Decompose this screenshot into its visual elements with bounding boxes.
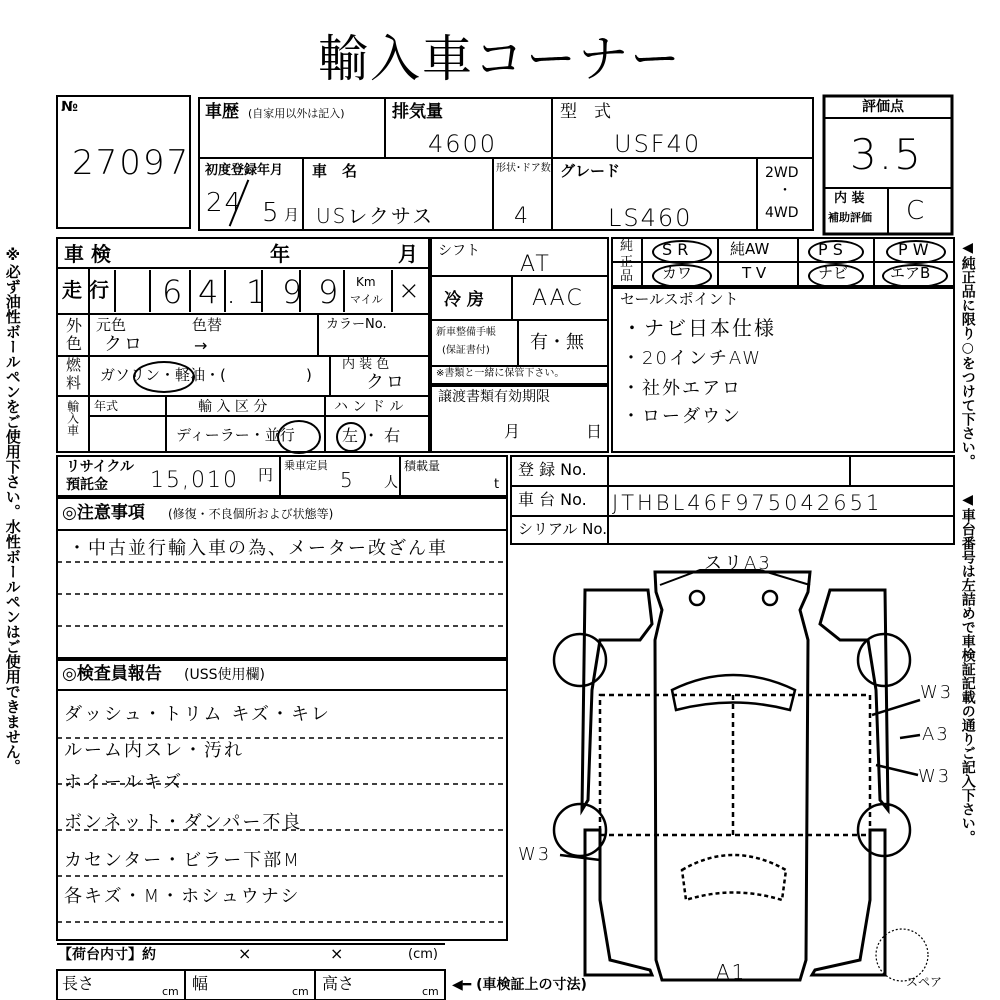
mileage-digit-5: 9 bbox=[282, 273, 305, 311]
history-label: 車歴 bbox=[205, 102, 239, 122]
diagram-mark-bottom: A1 bbox=[716, 960, 747, 984]
notes-sub: (修復・不良個所および状態等) bbox=[168, 507, 334, 521]
capacity-value: 5 bbox=[340, 468, 355, 492]
fuel-close: ) bbox=[306, 366, 312, 384]
first-registration-label: 初度登録年月 bbox=[205, 163, 284, 178]
registration-label: 登 録 No. bbox=[518, 460, 587, 479]
doors-value: 4 bbox=[514, 204, 530, 229]
shift-value: AT bbox=[520, 252, 551, 277]
genuine-leather: カワ bbox=[662, 264, 693, 282]
load-label: 積載量 bbox=[404, 459, 441, 473]
import-parallel-circle bbox=[277, 420, 321, 454]
mileage-mark: × bbox=[398, 276, 422, 306]
exterior-label1: 外 bbox=[66, 316, 83, 335]
report-label: ◎検査員報告 bbox=[62, 664, 162, 684]
genuine-pw: P W bbox=[898, 240, 929, 259]
report-line-4: ボンネット・ダンパー不良 bbox=[64, 812, 303, 833]
fuel-label2: 料 bbox=[66, 374, 82, 392]
mileage-label: 走 行 bbox=[62, 278, 109, 302]
length-cm: cm bbox=[162, 985, 179, 998]
sales-points-label: セールスポイント bbox=[620, 290, 739, 308]
import-division-value: ディーラー・並行 bbox=[176, 426, 295, 444]
import-year-label: 年式 bbox=[94, 399, 119, 413]
grade-label: グレード bbox=[560, 162, 621, 180]
width-label: 幅 bbox=[192, 974, 209, 993]
mileage-digit-3: . bbox=[226, 273, 239, 311]
drive-dot: ・ bbox=[778, 183, 792, 199]
interior-color-value: クロ bbox=[366, 372, 406, 393]
grade-value: LS460 bbox=[608, 204, 693, 232]
shift-label: シフト bbox=[438, 243, 480, 259]
import-car-label: 輸入車 bbox=[65, 400, 80, 436]
width-cm: cm bbox=[292, 985, 309, 998]
recycle-label2: 預託金 bbox=[66, 477, 108, 493]
manual-value: 有・無 bbox=[530, 332, 584, 353]
car-name-value: USレクサス bbox=[316, 204, 435, 228]
load-unit: t bbox=[494, 477, 500, 492]
ac-value: AAC bbox=[532, 286, 584, 311]
genuine-sr: S R bbox=[662, 240, 689, 259]
model-code-label: 型 式 bbox=[560, 102, 611, 122]
genuine-label2: 正 bbox=[620, 255, 634, 270]
serial-label: シリアル No. bbox=[518, 520, 608, 538]
model-code-value: USF40 bbox=[614, 130, 702, 158]
genuine-airbag: エアB bbox=[890, 264, 931, 282]
inspection-month: 月 bbox=[398, 242, 418, 266]
genuine-label3: 品 bbox=[620, 269, 634, 284]
manual-label1: 新車整備手帳 bbox=[436, 327, 496, 338]
transfer-label: 譲渡書類有効期限 bbox=[438, 389, 550, 405]
chassis-value: JTHBL46F975042651 bbox=[612, 491, 883, 515]
dimensions-x2: × bbox=[330, 944, 344, 963]
fuel-label1: 燃 bbox=[66, 356, 82, 374]
report-line-1: ダッシュ・トリム キズ・キレ bbox=[64, 704, 331, 725]
handle-value: 左 ・ 右 bbox=[342, 426, 401, 445]
genuine-navi: ナビ bbox=[818, 264, 849, 282]
sales-point-2: ・20インチAW bbox=[622, 348, 763, 369]
genuine-label1: 純 bbox=[620, 239, 634, 254]
spare-label: スペア bbox=[906, 975, 943, 989]
recycle-unit: 円 bbox=[258, 466, 274, 484]
lot-label: № bbox=[61, 99, 78, 115]
transfer-day: 日 bbox=[586, 422, 603, 441]
mileage-digit-4: 1 bbox=[246, 273, 269, 311]
mileage-digit-1: 6 bbox=[162, 273, 185, 311]
left-side-note: ※必ず油性ボールペンをご使用下さい。水性ボールペンはご使用できません。 bbox=[3, 246, 22, 774]
manual-label2: (保証書付) bbox=[442, 345, 490, 356]
right-side-note-genuine: ◀純正品に限り○をつけて下さい。 bbox=[959, 240, 976, 468]
exterior-label2: 色 bbox=[66, 334, 83, 353]
exterior-color-value: クロ bbox=[104, 334, 144, 355]
genuine-tv: T V bbox=[742, 264, 767, 282]
transfer-month: 月 bbox=[504, 422, 521, 441]
inspection-year: 年 bbox=[270, 242, 290, 266]
genuine-pw-circle bbox=[886, 240, 946, 264]
fuel-options: ガソリン・軽油・( bbox=[100, 366, 226, 384]
rating-value: 3.5 bbox=[850, 130, 923, 179]
handle-left-circle bbox=[336, 422, 366, 452]
ac-label: 冷 房 bbox=[444, 290, 484, 310]
doors-label: 形状･ドア数 bbox=[496, 163, 551, 174]
mileage-digit-6: 9 bbox=[318, 273, 341, 311]
interior-color-label: 内 装 色 bbox=[342, 357, 390, 372]
mileage-unit-km: Km bbox=[356, 275, 376, 289]
recycle-value: 15,010 bbox=[150, 468, 239, 493]
drive-2wd: 2WD bbox=[765, 165, 799, 181]
genuine-aw: 純AW bbox=[730, 240, 770, 258]
diagram-mark-left-w3: W3 bbox=[518, 844, 552, 865]
length-label: 長さ bbox=[62, 974, 95, 993]
color-no-label: カラーNo. bbox=[326, 317, 387, 332]
diagram-mark-right-w3-top: W3 bbox=[920, 682, 954, 703]
first-registration-year: 24 bbox=[206, 188, 244, 218]
import-division-label: 輸 入 区 分 bbox=[198, 399, 268, 415]
displacement-label: 排気量 bbox=[392, 102, 443, 122]
fuel-gasoline-circle bbox=[133, 361, 195, 393]
rating-label: 評価点 bbox=[862, 99, 904, 115]
color-arrow: → bbox=[194, 336, 208, 355]
car-name-label: 車 名 bbox=[312, 162, 358, 180]
genuine-navi-circle bbox=[808, 264, 864, 288]
dimensions-unit: (cm) bbox=[408, 947, 438, 962]
report-line-3: ホイールキズ bbox=[64, 772, 184, 793]
report-line-6: 各キズ・M・ホシュウナシ bbox=[64, 886, 301, 907]
genuine-sr-circle bbox=[652, 240, 712, 264]
interior-score-value: C bbox=[906, 196, 927, 226]
mileage-digit-2: 4 bbox=[198, 273, 221, 311]
report-sub: (USS使用欄) bbox=[184, 667, 265, 683]
diagram-mark-right-a3: A3 bbox=[922, 724, 950, 745]
manual-note: ※書類と一緒に保管下さい。 bbox=[436, 368, 565, 379]
interior-score-label1: 内 装 bbox=[834, 191, 865, 206]
lot-number: 27097 bbox=[72, 143, 191, 183]
recycle-label1: リサイクル bbox=[66, 459, 135, 475]
genuine-ps-circle bbox=[808, 240, 864, 264]
history-note: (自家用以外は記入) bbox=[248, 107, 345, 120]
notes-line-1: ・中古並行輸入車の為、メーター改ざん車 bbox=[68, 538, 448, 559]
height-label: 高さ bbox=[322, 974, 355, 993]
capacity-label: 乗車定員 bbox=[284, 459, 328, 472]
handle-label: ハ ン ド ル bbox=[334, 399, 404, 415]
interior-score-label2: 補助評価 bbox=[828, 211, 872, 224]
first-registration-month-unit: 月 bbox=[284, 206, 300, 224]
changed-color-label: 色替 bbox=[192, 316, 223, 334]
first-registration-month: 5 bbox=[262, 198, 281, 228]
dimensions-x1: × bbox=[238, 944, 252, 963]
dimensions-note: ◀━ (車検証上の寸法) bbox=[452, 977, 587, 993]
dimensions-label: 【荷台内寸】約 bbox=[58, 947, 156, 963]
genuine-airbag-circle bbox=[882, 264, 948, 288]
sales-point-3: ・社外エアロ bbox=[622, 378, 742, 399]
sales-point-1: ・ナビ日本仕様 bbox=[622, 316, 776, 340]
genuine-ps: P S bbox=[818, 240, 843, 259]
drive-4wd: 4WD bbox=[765, 205, 799, 221]
report-line-5: カセンター・ビラー下部M bbox=[64, 850, 301, 871]
genuine-leather-circle bbox=[652, 264, 712, 288]
original-color-label: 元色 bbox=[96, 316, 127, 334]
inspection-label: 車 検 bbox=[64, 242, 111, 266]
mileage-unit-mile: マイル bbox=[350, 293, 383, 306]
displacement-value: 4600 bbox=[428, 130, 498, 158]
notes-label: ◎注意事項 bbox=[62, 503, 145, 523]
capacity-unit: 人 bbox=[384, 475, 398, 491]
chassis-label: 車 台 No. bbox=[518, 490, 587, 509]
page-title: 輸入車コーナー bbox=[318, 30, 682, 88]
height-cm: cm bbox=[422, 985, 439, 998]
right-side-note-chassis: ◀車台番号は左詰めで車検証記載の通りご記入下さい。 bbox=[959, 492, 976, 844]
report-line-2: ルーム内スレ・汚れ bbox=[64, 740, 244, 761]
diagram-mark-top: スリA3 bbox=[704, 553, 772, 574]
diagram-mark-right-w3-bottom: W3 bbox=[918, 766, 952, 787]
sales-point-4: ・ローダウン bbox=[622, 406, 742, 427]
